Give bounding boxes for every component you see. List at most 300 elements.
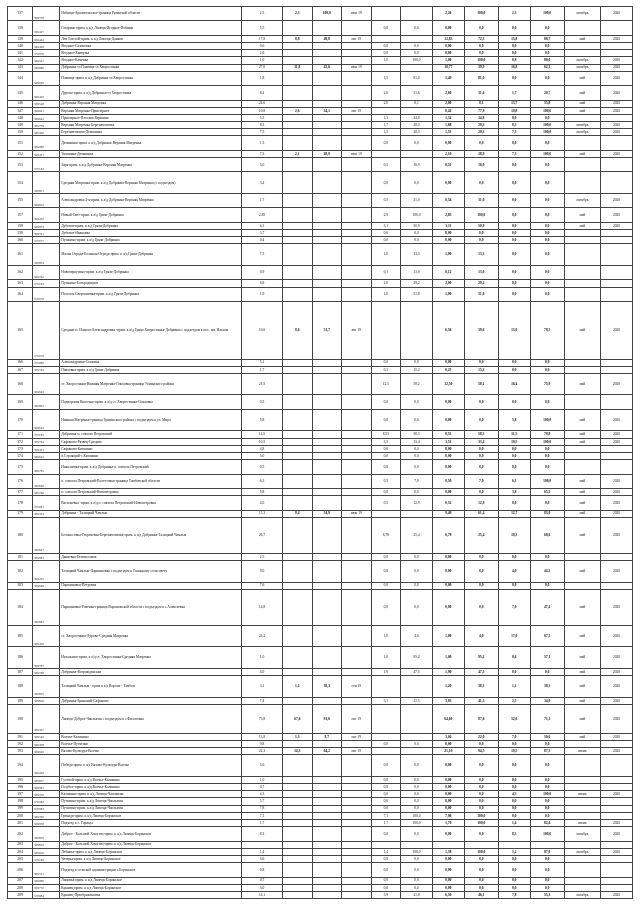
table-row	[8, 100, 633, 107]
table-cell: 7,8	[498, 891, 530, 898]
table-cell	[282, 359, 312, 366]
table-cell: 0,0	[530, 863, 564, 877]
table-cell	[564, 280, 600, 287]
road-name: Плавица-прим. к а/д Добринка-ст.Хворостянка	[60, 71, 242, 85]
row-number: 173	[8, 445, 33, 452]
table-cell	[371, 301, 401, 359]
table-cell: 3,0	[242, 158, 283, 172]
road-name: Липовка-прим. к а/д Липецк-Боринское	[60, 877, 242, 884]
row-number: 201	[8, 819, 33, 826]
table-cell: 0,00	[432, 453, 464, 460]
road-code: 369766	[33, 489, 60, 496]
table-row	[8, 863, 633, 877]
table-cell	[601, 460, 633, 474]
table-cell	[312, 891, 342, 898]
table-cell: 0,0	[401, 237, 433, 244]
table-cell: 0,0	[401, 791, 433, 798]
table-cell: 0,0	[498, 453, 530, 460]
table-cell: 1,7	[242, 194, 283, 208]
table-cell: 4,8	[242, 445, 283, 452]
table-cell: 0,0	[530, 194, 564, 208]
road-name: Гагарино-прим. к а/д Липецк-Ягодное-Избищи	[60, 21, 242, 35]
table-cell: май	[564, 510, 600, 517]
table-cell: 2020	[601, 208, 633, 222]
table-cell: 0,5	[242, 395, 283, 409]
table-cell	[312, 208, 342, 222]
table-cell: 2,0	[371, 280, 401, 287]
road-name: Добринка-Возрожденская	[60, 668, 242, 675]
table-cell	[601, 553, 633, 560]
table-cell	[282, 863, 312, 877]
table-cell: 0,0	[530, 453, 564, 460]
table-cell	[342, 129, 372, 136]
road-name: Дурово-прим. к а/д Добринка-ст.Хворостянка	[60, 86, 242, 100]
table-cell	[342, 841, 372, 848]
table-row	[8, 194, 633, 208]
table-cell: 1,5	[371, 129, 401, 136]
table-cell: 50,9	[464, 222, 498, 229]
table-cell: 0,7	[242, 877, 283, 884]
table-cell: 13,3	[464, 244, 498, 266]
table-cell: 3,8	[498, 489, 530, 496]
row-number: 202	[8, 827, 33, 841]
road-name: Подъезд к с. Горицы	[60, 819, 242, 826]
row-number: 204	[8, 848, 33, 855]
table-cell: 10,5	[242, 438, 283, 445]
table-cell: 0,0	[498, 855, 530, 862]
table-cell: 3,1	[242, 676, 283, 698]
table-cell	[401, 35, 433, 42]
road-name: Верхняя Матренка-Березнеговатка	[60, 122, 242, 129]
road-name: Ягодное-Хавертка	[60, 50, 242, 57]
road-code: 369430	[33, 129, 60, 136]
table-cell	[282, 287, 312, 301]
table-row	[8, 517, 633, 553]
table-cell: 0,0	[530, 776, 564, 783]
table-cell	[564, 855, 600, 862]
table-cell	[342, 71, 372, 85]
table-cell	[312, 42, 342, 49]
table-cell: 0,0	[464, 877, 498, 884]
road-code: 369432	[33, 208, 60, 222]
road-code: 369650	[33, 848, 60, 855]
table-cell: 0,0	[530, 445, 564, 452]
table-cell	[601, 863, 633, 877]
table-cell	[282, 848, 312, 855]
table-cell: 2020	[601, 150, 633, 157]
table-cell	[601, 445, 633, 452]
table-cell: 0,00	[432, 172, 464, 194]
table-cell	[312, 553, 342, 560]
table-cell: 0,0	[464, 855, 498, 862]
table-row	[8, 244, 633, 266]
table-cell	[564, 395, 600, 409]
table-cell: 7,8	[242, 805, 283, 812]
table-cell: 3,6	[242, 755, 283, 777]
table-cell: 2020	[601, 848, 633, 855]
table-cell: 1,00	[432, 625, 464, 647]
table-cell: май	[564, 474, 600, 488]
table-cell	[282, 791, 312, 798]
table-cell	[282, 805, 312, 812]
table-cell	[564, 172, 600, 194]
table-cell: июл 19	[342, 64, 372, 71]
table-cell	[371, 150, 401, 157]
table-cell: 0,0	[530, 158, 564, 172]
table-cell: 27,0	[242, 64, 283, 71]
table-cell: 0,0	[530, 172, 564, 194]
table-cell: 1,00	[432, 57, 464, 64]
table-cell: июн 19	[342, 510, 372, 517]
table-cell: 0,0	[498, 237, 530, 244]
table-cell: 100,0	[530, 7, 564, 21]
table-cell	[342, 848, 372, 855]
table-cell: 47,5	[464, 668, 498, 675]
table-cell: 0,0	[401, 855, 433, 862]
table-cell: 95,2	[401, 647, 433, 669]
table-cell	[282, 208, 312, 222]
table-cell: 0,00	[432, 827, 464, 841]
table-cell: май	[564, 100, 600, 107]
road-name: Александровка 2-я-прим. к а/д Добринка-Верхняя Матренка	[60, 194, 242, 208]
table-cell	[312, 625, 342, 647]
table-cell: 0,0	[498, 194, 530, 208]
table-cell	[282, 229, 312, 236]
table-cell	[312, 848, 342, 855]
table-cell	[601, 812, 633, 819]
table-cell	[342, 884, 372, 891]
table-cell: 100,0	[464, 819, 498, 826]
table-cell: 100,0	[530, 107, 564, 114]
table-cell: 0,0	[530, 208, 564, 222]
table-cell	[342, 668, 372, 675]
table-cell	[282, 891, 312, 898]
road-name: Волчье-Путятино	[60, 740, 242, 747]
table-cell: 78,8	[530, 431, 564, 438]
table-cell: 0,0	[530, 668, 564, 675]
row-number: 193	[8, 748, 33, 755]
table-row	[8, 445, 633, 452]
table-cell: 7,4	[242, 697, 283, 704]
table-cell: 100,0	[464, 848, 498, 855]
table-cell	[564, 237, 600, 244]
table-cell: 4,3	[498, 791, 530, 798]
table-cell	[564, 740, 600, 747]
table-cell: окт 19	[342, 733, 372, 740]
table-cell: 91,6	[312, 704, 342, 733]
row-number: 175	[8, 460, 33, 474]
table-cell	[282, 798, 312, 805]
row-number: 179	[8, 510, 33, 517]
row-number: 206	[8, 863, 33, 877]
table-cell: май	[564, 733, 600, 740]
table-cell	[312, 855, 342, 862]
table-cell: 0,0	[464, 553, 498, 560]
table-cell	[564, 884, 600, 891]
table-cell: 2020	[601, 676, 633, 698]
table-cell: 2,00	[432, 100, 464, 107]
road-code: 369642	[33, 114, 60, 121]
table-cell	[601, 244, 633, 266]
row-number: 185	[8, 625, 33, 647]
table-row	[8, 366, 633, 373]
table-cell: 73,8	[242, 704, 283, 733]
table-cell	[601, 395, 633, 409]
table-row	[8, 431, 633, 438]
table-cell	[312, 265, 342, 279]
table-cell: 0,0	[498, 668, 530, 675]
table-cell: 5,1	[242, 359, 283, 366]
table-cell: 81,0	[401, 71, 433, 85]
table-cell: 0,0	[401, 445, 433, 452]
table-cell: 0,0	[530, 755, 564, 777]
table-cell: 0,0	[464, 884, 498, 891]
table-cell: 1,2	[498, 676, 530, 698]
table-cell	[342, 409, 372, 431]
table-cell: 20,7	[530, 86, 564, 100]
table-cell: 0,00	[432, 489, 464, 496]
table-cell: 2020	[601, 625, 633, 647]
road-name: Средняя Матренка-прим. к а/д Добринка-Верхняя Матренка (с подъездом)	[60, 172, 242, 194]
table-cell	[312, 798, 342, 805]
table-cell: 0,00	[432, 805, 464, 812]
road-code: 369640	[33, 71, 60, 85]
row-number: 196	[8, 784, 33, 791]
table-cell	[282, 57, 312, 64]
road-name: Ягодное-Каменка	[60, 57, 242, 64]
table-cell: 7,0	[498, 733, 530, 740]
table-cell	[342, 395, 372, 409]
table-cell	[312, 373, 342, 395]
road-code: 369548	[33, 100, 60, 107]
table-cell	[342, 366, 372, 373]
table-cell: 2020	[601, 301, 633, 359]
table-cell: 8,3	[242, 122, 283, 129]
table-row	[8, 489, 633, 496]
table-cell: 24,8	[464, 114, 498, 121]
table-cell: 31,0	[464, 194, 498, 208]
road-name: Дубовое-прим. к а/д Грязи-Добринка	[60, 222, 242, 229]
table-cell: 0,00	[432, 237, 464, 244]
road-name: Лев Толстой-прим. к а/д Липецк-Данков	[60, 35, 242, 42]
road-code: 369980	[33, 136, 60, 150]
table-cell	[601, 280, 633, 287]
row-number: 164	[8, 287, 33, 301]
table-cell: 0,0	[530, 812, 564, 819]
table-cell	[342, 863, 372, 877]
table-cell	[564, 805, 600, 812]
table-cell: 3,1	[371, 697, 401, 704]
table-cell: 2020	[601, 704, 633, 733]
table-row	[8, 589, 633, 625]
table-cell: 0,0	[530, 71, 564, 85]
table-row	[8, 438, 633, 445]
table-row	[8, 776, 633, 783]
row-number: 209	[8, 891, 33, 898]
table-cell	[312, 366, 342, 373]
road-code: 369641	[33, 107, 60, 114]
table-cell: 1,7	[242, 819, 283, 826]
table-cell: 16,6	[242, 301, 283, 359]
table-cell: 0,0	[530, 496, 564, 510]
table-cell: 0,0	[401, 359, 433, 366]
table-cell	[342, 431, 372, 438]
table-cell	[342, 625, 372, 647]
table-cell: 0,0	[498, 863, 530, 877]
table-cell: 0,0	[371, 395, 401, 409]
table-cell: 3,04	[432, 733, 464, 740]
table-cell: 7,3	[242, 150, 283, 157]
road-name: Добринка-ст.Плавица-ст.Хворостянка	[60, 64, 242, 71]
table-cell: 51,8	[464, 287, 498, 301]
table-cell: 0,00	[432, 855, 464, 862]
table-cell: 0,0	[498, 265, 530, 279]
road-code: 370078	[33, 287, 60, 301]
table-cell: 100,0	[401, 848, 433, 855]
table-row	[8, 129, 633, 136]
table-cell: май	[564, 489, 600, 496]
table-cell	[312, 438, 342, 445]
table-cell: окт 19	[342, 35, 372, 42]
table-cell: 0,0	[498, 582, 530, 589]
table-cell: 0,0	[371, 489, 401, 496]
table-cell	[342, 697, 372, 704]
table-cell	[530, 841, 564, 848]
table-cell: 0,00	[432, 589, 464, 625]
row-number: 154	[8, 172, 33, 194]
row-number: 178	[8, 496, 33, 510]
row-number: 138	[8, 21, 33, 35]
table-cell: 4,0	[464, 625, 498, 647]
table-cell: 0,0	[371, 855, 401, 862]
table-cell: 0,0	[371, 582, 401, 589]
table-cell	[371, 704, 401, 733]
table-row	[8, 280, 633, 287]
row-number: 194	[8, 755, 33, 777]
table-cell	[282, 841, 312, 848]
table-cell	[342, 136, 372, 150]
road-name: Лебяжье-прим. к а/д Липецк-Боринское	[60, 848, 242, 855]
table-cell: 7,3	[498, 150, 530, 157]
table-cell: 0,5	[371, 496, 401, 510]
road-code: 370186	[33, 855, 60, 862]
table-row	[8, 697, 633, 704]
table-cell: 0,00	[432, 798, 464, 805]
table-cell: 100,0	[530, 438, 564, 445]
table-cell: 8,8	[282, 35, 312, 42]
road-name: Пушкино-Богородицкое	[60, 280, 242, 287]
table-cell: 0,0	[464, 409, 498, 431]
road-code: 369759	[33, 122, 60, 129]
row-number: 187	[8, 668, 33, 675]
table-cell	[342, 172, 372, 194]
table-cell: 0,0	[401, 50, 433, 57]
road-code: 370080	[33, 359, 60, 366]
table-cell: 65,5	[530, 489, 564, 496]
table-cell: 82,4	[530, 819, 564, 826]
table-cell: 21,10	[432, 748, 464, 755]
table-cell: 0,0	[371, 445, 401, 452]
table-cell: 83,0	[530, 510, 564, 517]
table-cell	[312, 122, 342, 129]
table-cell: 0,7	[242, 784, 283, 791]
table-cell: 2,1	[282, 150, 312, 157]
table-cell: октябрь	[564, 194, 600, 208]
table-cell: 0,0	[498, 877, 530, 884]
table-row	[8, 755, 633, 777]
row-number: 172	[8, 438, 33, 445]
table-cell: 10,5	[498, 438, 530, 445]
table-cell: 0,0	[530, 877, 564, 884]
row-number: 180	[8, 517, 33, 553]
table-cell	[342, 280, 372, 287]
table-cell: 1,7	[371, 819, 401, 826]
table-cell	[282, 582, 312, 589]
table-cell: 1,9	[242, 287, 283, 301]
table-cell	[282, 244, 312, 266]
table-cell: 0,0	[498, 244, 530, 266]
table-cell	[564, 460, 600, 474]
table-cell: 0,00	[432, 50, 464, 57]
table-cell: 0,00	[432, 395, 464, 409]
table-cell: 1,49	[432, 71, 464, 85]
road-name: Новый Свет-прим. к а/д Грязи-Добринка	[60, 208, 242, 222]
table-cell	[342, 877, 372, 884]
table-cell	[282, 395, 312, 409]
table-cell	[564, 158, 600, 172]
road-code: 370083	[33, 805, 60, 812]
table-cell	[312, 489, 342, 496]
table-cell: 20,3	[401, 122, 433, 129]
table-cell: 58,2	[401, 373, 433, 395]
table-cell	[601, 42, 633, 49]
table-cell: 6,78	[371, 517, 401, 553]
table-cell: 0,0	[530, 740, 564, 747]
table-cell	[564, 244, 600, 266]
row-number: 171	[8, 431, 33, 438]
table-cell: 1,68	[432, 122, 464, 129]
table-cell: май	[564, 704, 600, 733]
road-code: 370077	[33, 237, 60, 244]
road-code: 369435	[33, 560, 60, 582]
table-cell	[564, 582, 600, 589]
table-cell	[371, 64, 401, 71]
table-cell: октябрь	[564, 7, 600, 21]
table-row	[8, 237, 633, 244]
table-cell	[564, 877, 600, 884]
table-cell	[282, 237, 312, 244]
table-cell: 100,0	[464, 208, 498, 222]
table-cell: 0,0	[401, 21, 433, 35]
row-number: 137	[8, 7, 33, 21]
table-cell	[312, 445, 342, 452]
road-name: Добринка-Брянский-Сафоново	[60, 697, 242, 704]
table-cell: 0,0	[498, 222, 530, 229]
table-cell: 9,40	[432, 510, 464, 517]
table-cell: 8,53	[432, 431, 464, 438]
road-code: 369856	[33, 697, 60, 704]
road-name: Подъезд к сельской администрации с.Боринское	[60, 863, 242, 877]
table-cell: 0,0	[530, 460, 564, 474]
road-code: 369549	[33, 733, 60, 740]
row-number: 145	[8, 86, 33, 100]
table-cell: 0,0	[498, 136, 530, 150]
table-cell: 25,2	[242, 625, 283, 647]
table-cell: 0,0	[498, 21, 530, 35]
table-cell	[432, 841, 464, 848]
table-cell: 29,2	[464, 280, 498, 287]
table-row	[8, 114, 633, 121]
